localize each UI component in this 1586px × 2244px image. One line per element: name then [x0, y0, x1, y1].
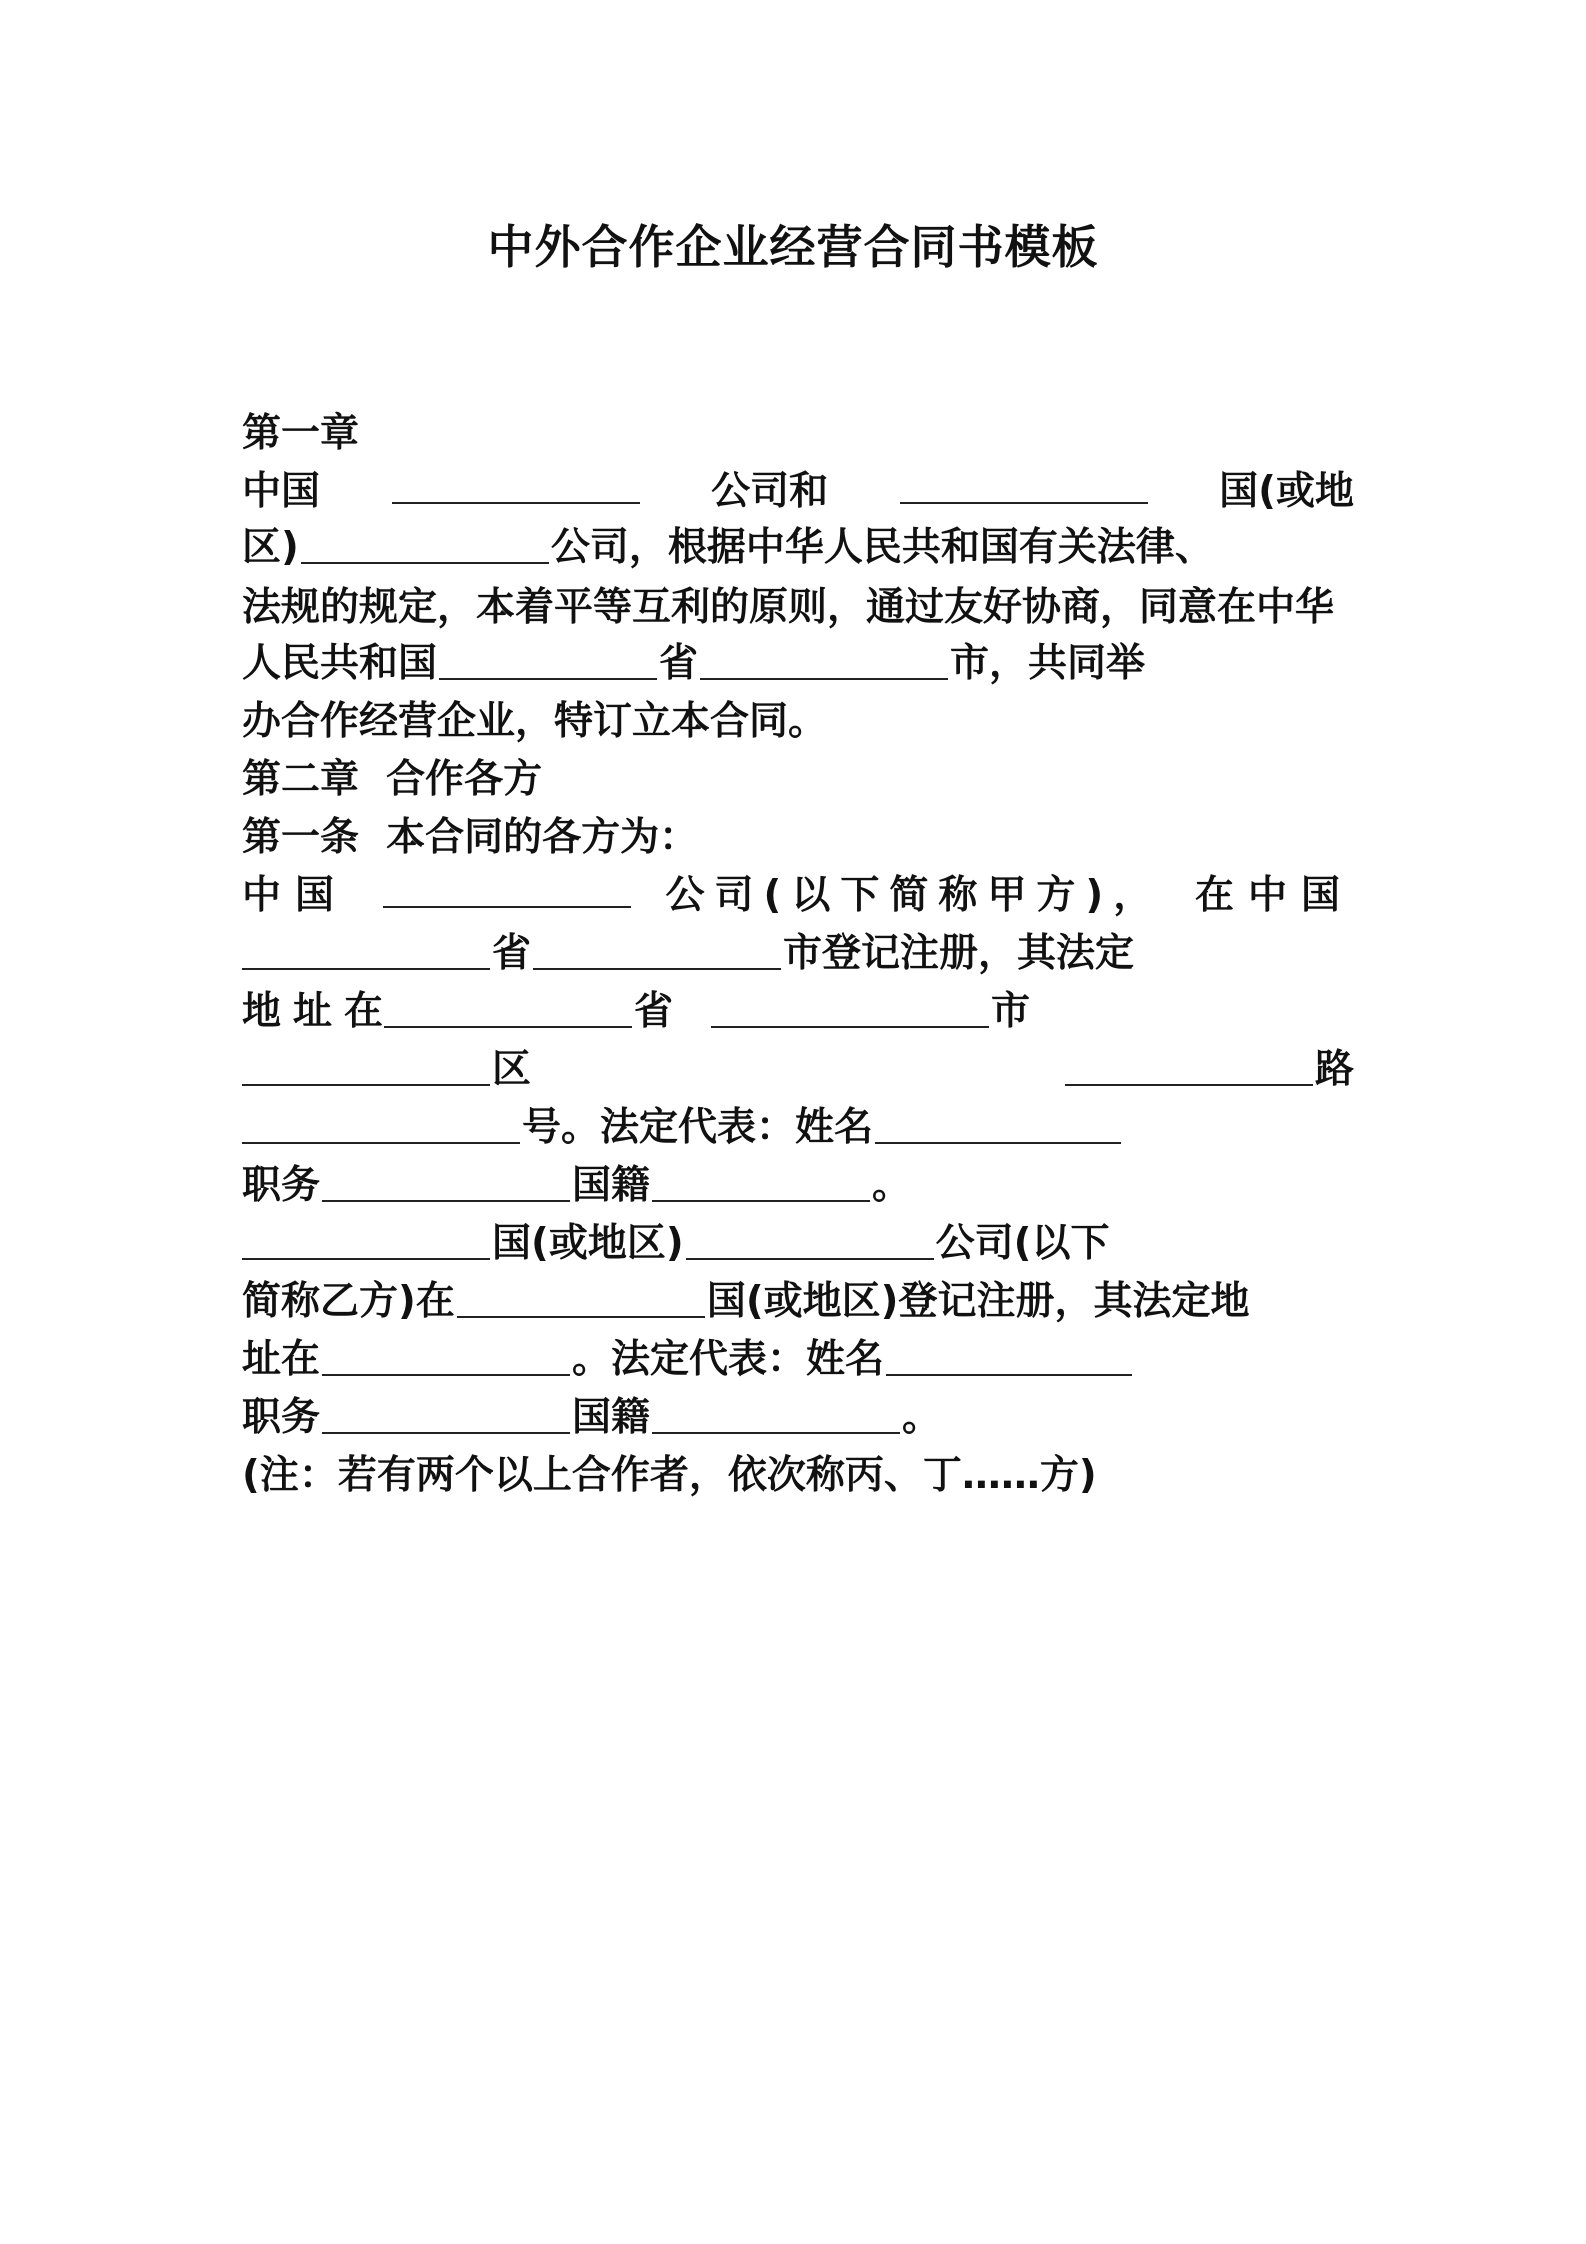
fill-blank [322, 1338, 570, 1376]
text-segment: 第一条 本合同的各方为： [242, 815, 699, 860]
text-segment: 市 [991, 989, 1031, 1034]
fill-blank [686, 1222, 934, 1260]
text-segment: 。法定代表：姓名 [572, 1337, 885, 1382]
text-segment: 公司和 [711, 469, 829, 514]
text-segment: 省 [634, 989, 674, 1034]
fill-blank [711, 990, 989, 1028]
fill-blank [301, 526, 549, 564]
fill-blank [700, 642, 948, 680]
article-heading [242, 808, 1354, 868]
paragraph-line [242, 1040, 1354, 1100]
fill-blank [886, 1338, 1132, 1376]
fill-blank [384, 990, 632, 1028]
chapter-heading [242, 404, 1354, 464]
text-segment: 简称乙方)在 [242, 1279, 455, 1324]
fill-blank [457, 1280, 705, 1318]
text-segment: 路 [1314, 1047, 1354, 1092]
paragraph-line [242, 1388, 1354, 1448]
fill-blank [1065, 1048, 1313, 1086]
paragraph-line [242, 924, 1354, 984]
text-segment: 人民共和国 [242, 641, 438, 686]
fill-blank [652, 1164, 870, 1202]
text-segment: 区 [492, 1047, 532, 1092]
fill-blank [875, 1106, 1121, 1144]
text-segment: 市，共同举 [950, 641, 1146, 686]
paragraph-line [242, 1098, 1354, 1158]
fill-blank [383, 870, 631, 908]
text-segment: 市登记注册，其法定 [783, 931, 1135, 976]
text-segment: 国(或地 [1219, 469, 1354, 514]
text-segment: 职务 [242, 1395, 321, 1440]
text-segment: 公司(以下简称甲方)， [665, 873, 1163, 918]
text-segment: 办合作经营企业，特订立本合同。 [242, 699, 828, 744]
text-segment: 公司，根据中华人民共和国有关法律、 [550, 525, 1214, 570]
document-title: 中外合作企业经营合同书模板 [487, 220, 1099, 274]
paragraph-line [242, 518, 1354, 578]
text-segment: 国(或地区) [492, 1221, 684, 1266]
fill-blank [242, 1106, 520, 1144]
text-segment: 国籍 [572, 1163, 651, 1208]
text-segment: 中国 [242, 873, 349, 918]
fill-blank [242, 1222, 490, 1260]
paragraph-line [242, 462, 1354, 522]
fill-blank [392, 466, 640, 504]
text-segment: 。 [902, 1395, 942, 1440]
fill-blank [900, 466, 1148, 504]
text-segment: 。 [872, 1163, 912, 1208]
paragraph-line [242, 634, 1354, 694]
paragraph-line [242, 1272, 1354, 1332]
paragraph-line [242, 982, 1354, 1042]
text-segment: 职务 [242, 1163, 321, 1208]
note-line [242, 1446, 1354, 1506]
paragraph-line [242, 1214, 1354, 1274]
fill-blank [322, 1164, 570, 1202]
text-segment: 区) [242, 525, 299, 570]
text-segment: 法规的规定，本着平等互利的原则，通过友好协商，同意在中华 [242, 585, 1335, 630]
text-segment: 省 [659, 641, 699, 686]
paragraph-line [242, 692, 1354, 752]
text-segment: 公司(以下 [935, 1221, 1110, 1266]
fill-blank [242, 932, 490, 970]
text-segment: 在中国 [1194, 873, 1354, 918]
text-segment: 国籍 [572, 1395, 651, 1440]
text-segment: 省 [492, 931, 532, 976]
fill-blank [242, 1048, 490, 1086]
text-segment: (注：若有两个以上合作者，依次称丙、丁……方) [242, 1453, 1097, 1498]
text-segment: 第一章 [242, 411, 360, 456]
text-segment: 址在 [242, 1337, 321, 1382]
fill-blank [322, 1396, 570, 1434]
paragraph-line [242, 1156, 1354, 1216]
paragraph-line [242, 866, 1354, 926]
chapter-heading [242, 750, 1354, 810]
text-segment: 地址在 [242, 989, 396, 1034]
paragraph-line [242, 1330, 1354, 1390]
text-segment: 第二章 合作各方 [242, 757, 543, 802]
fill-blank [439, 642, 657, 680]
text-segment: 国(或地区)登记注册，其法定地 [706, 1279, 1250, 1324]
paragraph-line [242, 578, 1354, 638]
text-segment: 号。法定代表：姓名 [522, 1105, 874, 1150]
text-segment: 中国 [242, 469, 321, 514]
fill-blank [652, 1396, 900, 1434]
fill-blank [533, 932, 781, 970]
